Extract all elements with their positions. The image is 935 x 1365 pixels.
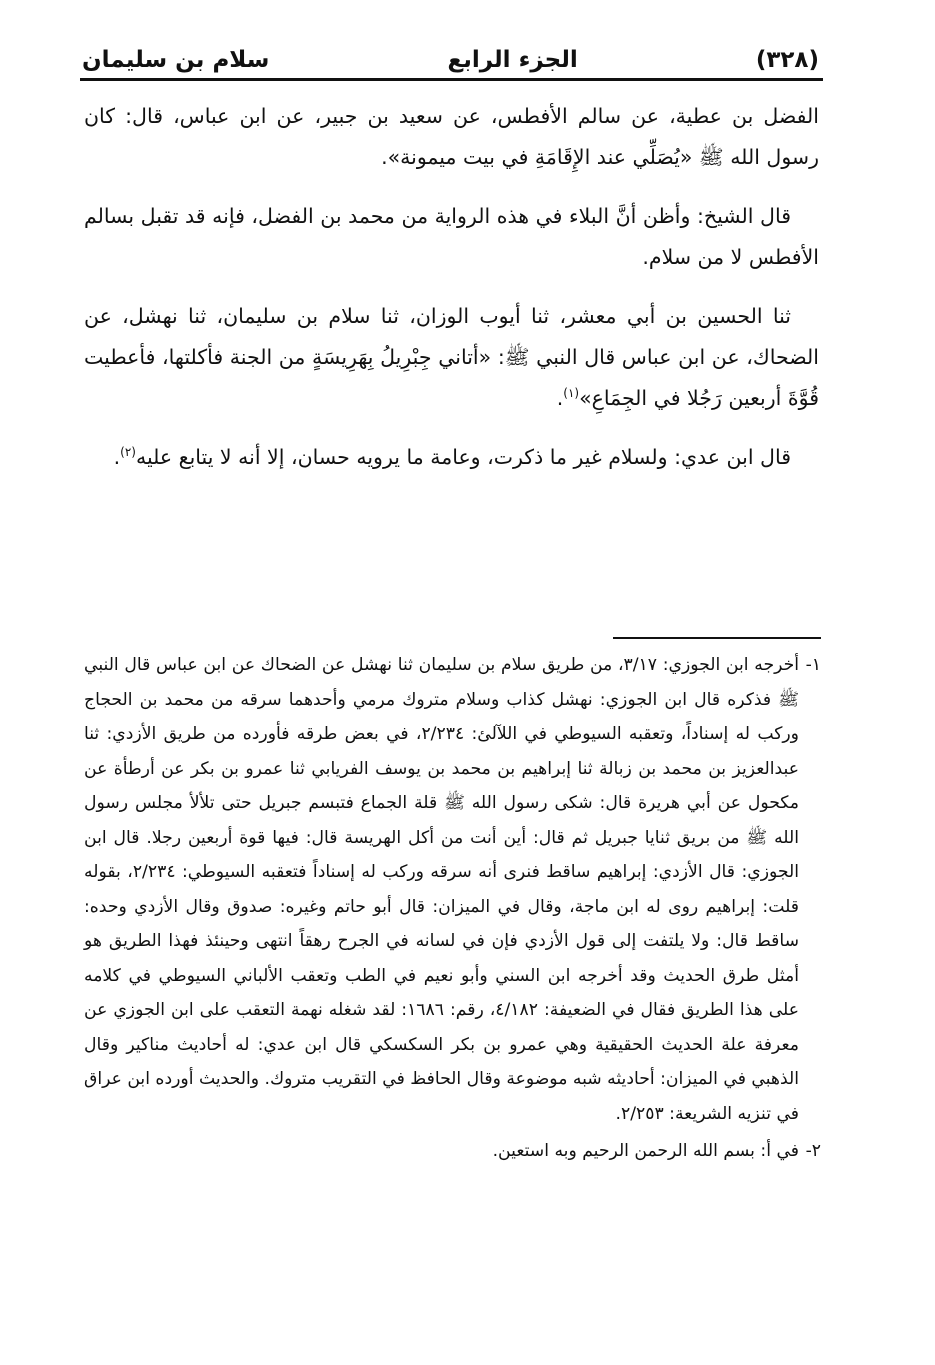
footnote-text: في أ: بسم الله الرحمن الرحيم وبه استعين.: [492, 1141, 799, 1161]
footnote-ref-2[interactable]: (٢): [120, 445, 136, 460]
footnote-number: ١-: [805, 655, 821, 675]
footnote-2: [84, 1134, 821, 1169]
main-text: [84, 96, 819, 496]
footnote-text: أخرجه ابن الجوزي: ٣/١٧، من طريق سلام بن سليمان ثنا نهشل عن الضحاك عن ابن عباس قال النبي ﷺ فذكره قال ابن الجوزي: نهشل كذاب وسلام متروك مرمي وأحدهما سرقه من محمد بن الحجاج وركب له إسناداً، وتعقبه السيوطي في اللآلئ: ٢/٢٣٤، في بعض طرقه فأورده من طريق الأزدي: ثنا عبدالعزيز بن محمد بن زبالة ثنا إبراهيم بن محمد بن يوسف الفريابي ثنا عمرو بن بكر عن أرطأة عن مكحول عن أبي هريرة قال: شكى رسول الله ﷺ قلة الجماع فتبسم جبريل حتى تلألأ مجلس رسول الله ﷺ من بريق ثنايا جبريل ثم قال: أين أنت من أكل الهريسة قال: فيها قوة أربعين رجلا. قال ابن الجوزي: قال الأزدي: إبراهيم ساقط فنرى أنه سرقه وركب له إسناداً فتعقبه السيوطي: ٢/٢٣٤، بقوله قلت: إبراهيم روى له ابن ماجة، وقال في الميزان: قال أبو حاتم وغيره: صدوق وقال الأزدي وحده: ساقط قال: ولا يلتفت إلى قول الأزدي فإن في لسانه في الجرح رهقاً انتهى وحينئذ فهذا الطريق هو أمثل طرق الحديث وقد أخرجه ابن السني وأبو نعيم في الطب وتعقب الألباني السيوطي في كلامه على هذا الطريق فقال في الضعيفة: ٤/١٨٢، رقم: ١٦٨٦: لقد شغله نهمة التعقب على ابن الجوزي عن معرفة علة الحديث الحقيقية وهي عمرو بن بكر السكسكي قال ابن عدي: له أحاديث مناكير وقال الذهبي في الميزان: أحاديثه شبه موضوعة وقال الحافظ في التقريب متروك. والحديث أورده ابن عراق في تنزيه الشريعة: ٢/٢٥٣.: [84, 655, 799, 1124]
footnote-separator: [613, 637, 821, 639]
footnote-1: [84, 648, 821, 1131]
volume-title: الجزء الرابع: [447, 47, 578, 73]
paragraph: قال الشيخ: وأظن أنَّ البلاء في هذه الرواية من محمد بن الفضل، فإنه قد تقبل بسالم الأفطس لا من سلام.: [84, 204, 819, 269]
footnote-number: ٢-: [805, 1141, 821, 1161]
paragraph: الفضل بن عطية، عن سالم الأفطس، عن سعيد بن جبير، عن ابن عباس، قال: كان رسول الله ﷺ «يُصَلِّي عند الإِقَامَةِ في بيت ميمونة».: [84, 104, 819, 169]
header-rule: [80, 78, 823, 81]
footnotes: [84, 648, 821, 1172]
paragraph: ثنا الحسين بن أبي معشر، ثنا أيوب الوزان، ثنا سلام بن سليمان، ثنا نهشل، عن الضحاك، عن ابن عباس قال النبي ﷺ: «أتاني جِبْرِيلُ بِهَرِيسَةٍ من الجنة فأكلتها، فأعطيت قُوَّةَ أربعين رَجُلا في الجِمَاعِ»$^{(١)}$.: [84, 304, 819, 410]
paragraph: قال ابن عدي: ولسلام غير ما ذكرت، وعامة ما يرويه حسان، إلا أنه لا يتابع عليه$^{(٢)}$.: [113, 445, 791, 469]
entry-title: سلام بن سليمان: [82, 47, 270, 73]
footnote-ref-1[interactable]: (١): [563, 386, 580, 401]
page-number: (٣٢٨): [755, 47, 819, 73]
running-header: [82, 28, 819, 72]
